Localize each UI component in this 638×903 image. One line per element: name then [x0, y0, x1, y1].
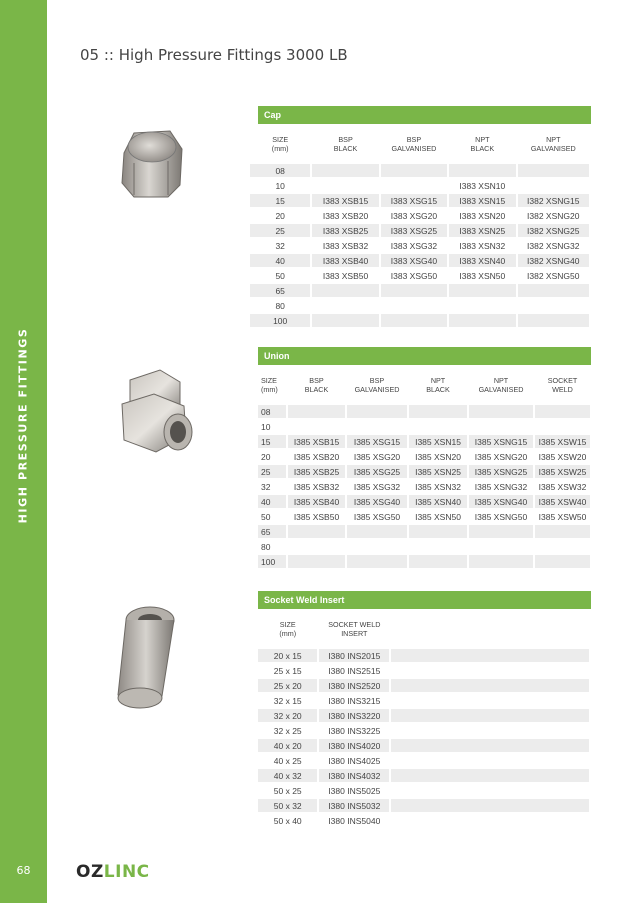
- part-number-cell: [535, 540, 590, 553]
- ozlinc-logo: [76, 862, 150, 882]
- part-number-cell: [409, 405, 467, 418]
- union-section-header: Union: [258, 347, 591, 365]
- column-header: [469, 367, 533, 403]
- part-number-cell: I383 XSG32: [381, 239, 447, 252]
- table-row: [258, 799, 589, 812]
- column-header: [518, 126, 589, 162]
- part-number-cell: I382 XSNG32: [518, 239, 589, 252]
- table-row: [258, 525, 590, 538]
- column-header-line: SIZE: [261, 376, 277, 385]
- part-number-cell: [347, 420, 407, 433]
- part-number-cell: I385 XSB32: [288, 480, 345, 493]
- part-number-cell: [535, 555, 590, 568]
- part-number-cell: [409, 420, 467, 433]
- part-number-cell: [391, 679, 589, 692]
- table-row: [258, 465, 590, 478]
- part-number-cell: I383 XSN32: [449, 239, 515, 252]
- part-number-cell: I385 XSNG25: [469, 465, 533, 478]
- column-header-line: SIZE: [272, 135, 289, 144]
- column-header-line: NPT: [430, 376, 446, 385]
- part-number-cell: I385 XSNG15: [469, 435, 533, 448]
- part-number-cell: [391, 799, 589, 812]
- part-number-cell: I385 XSNG40: [469, 495, 533, 508]
- part-number-cell: I380 INS5025: [319, 784, 389, 797]
- part-number-cell: I385 XSG15: [347, 435, 407, 448]
- part-number-cell: I385 XSG40: [347, 495, 407, 508]
- table-row: [258, 480, 590, 493]
- part-number-cell: I383 XSN25: [449, 224, 515, 237]
- insert-section-header: Socket Weld Insert: [258, 591, 591, 609]
- column-header-line: NPT: [475, 135, 490, 144]
- part-number-cell: I383 XSB15: [312, 194, 378, 207]
- sidebar-label: HIGH PRESSURE FITTINGS: [16, 327, 30, 523]
- size-cell: 100: [258, 555, 286, 568]
- size-cell: 32 x 15: [258, 694, 317, 707]
- size-cell: 20 x 15: [258, 649, 317, 662]
- part-number-cell: [409, 540, 467, 553]
- table-row: [258, 405, 590, 418]
- part-number-cell: I383 XSG20: [381, 209, 447, 222]
- column-header: [312, 126, 378, 162]
- part-number-cell: [518, 299, 589, 312]
- cap-table-header: [250, 126, 589, 162]
- part-number-cell: [449, 314, 515, 327]
- part-number-cell: I385 XSW50: [535, 510, 590, 523]
- table-row: [250, 299, 589, 312]
- cap-fitting-image: [112, 123, 192, 201]
- part-number-cell: I385 XSG20: [347, 450, 407, 463]
- part-number-cell: I382 XSNG25: [518, 224, 589, 237]
- part-number-cell: [535, 420, 590, 433]
- size-cell: 32 x 20: [258, 709, 317, 722]
- part-number-cell: I383 XSG50: [381, 269, 447, 282]
- column-header: [347, 367, 407, 403]
- part-number-cell: [381, 314, 447, 327]
- part-number-cell: [391, 694, 589, 707]
- part-number-cell: I380 INS2520: [319, 679, 389, 692]
- header-row: [258, 611, 589, 647]
- part-number-cell: I383 XSB25: [312, 224, 378, 237]
- table-row: [258, 555, 590, 568]
- column-header-line: WELD: [552, 385, 573, 394]
- part-number-cell: I383 XSB50: [312, 269, 378, 282]
- part-number-cell: [391, 769, 589, 782]
- size-cell: 50 x 40: [258, 814, 317, 827]
- table-row: [250, 239, 589, 252]
- part-number-cell: I385 XSW40: [535, 495, 590, 508]
- part-number-cell: [288, 405, 345, 418]
- column-header-line: BLACK: [304, 385, 329, 394]
- column-header: [258, 367, 286, 403]
- column-header-line: (mm): [271, 144, 289, 153]
- part-number-cell: I385 XSN20: [409, 450, 467, 463]
- part-number-cell: [347, 525, 407, 538]
- part-number-cell: I383 XSN40: [449, 254, 515, 267]
- header-row: [258, 367, 590, 403]
- cap-section-header: Cap: [258, 106, 591, 124]
- size-cell: 32: [258, 480, 286, 493]
- part-number-cell: I385 XSG25: [347, 465, 407, 478]
- table-row: [250, 314, 589, 327]
- part-number-cell: I385 XSN40: [409, 495, 467, 508]
- part-number-cell: I385 XSW15: [535, 435, 590, 448]
- insert-table-header: [258, 611, 589, 647]
- part-number-cell: [381, 179, 447, 192]
- insert-table: [256, 609, 591, 829]
- part-number-cell: [312, 314, 378, 327]
- size-cell: 80: [258, 540, 286, 553]
- header-row: [250, 126, 589, 162]
- size-cell: 40: [250, 254, 310, 267]
- size-cell: 100: [250, 314, 310, 327]
- part-number-cell: I380 INS5040: [319, 814, 389, 827]
- part-number-cell: I382 XSNG40: [518, 254, 589, 267]
- table-row: [258, 814, 589, 827]
- table-row: [258, 664, 589, 677]
- logo-linc: LINC: [103, 862, 150, 882]
- part-number-cell: I380 INS3225: [319, 724, 389, 737]
- table-row: [258, 694, 589, 707]
- part-number-cell: I385 XSW32: [535, 480, 590, 493]
- column-header-line: GALVANISED: [478, 385, 524, 394]
- column-header: [391, 611, 589, 647]
- part-number-cell: [469, 525, 533, 538]
- insert-table-body: [258, 649, 589, 827]
- table-row: [258, 540, 590, 553]
- insert-fitting-image: [100, 600, 190, 720]
- part-number-cell: I380 INS4032: [319, 769, 389, 782]
- column-header-line: BLACK: [426, 385, 450, 394]
- part-number-cell: [391, 784, 589, 797]
- table-row: [258, 679, 589, 692]
- part-number-cell: I385 XSN32: [409, 480, 467, 493]
- size-cell: 32: [250, 239, 310, 252]
- column-header-line: BSP: [338, 135, 353, 144]
- part-number-cell: [347, 540, 407, 553]
- part-number-cell: I380 INS2015: [319, 649, 389, 662]
- column-header-line: GALVANISED: [354, 385, 400, 394]
- size-cell: 25: [258, 465, 286, 478]
- size-cell: 80: [250, 299, 310, 312]
- size-cell: 40 x 25: [258, 754, 317, 767]
- part-number-cell: [518, 179, 589, 192]
- part-number-cell: I380 INS4025: [319, 754, 389, 767]
- part-number-cell: I385 XSB15: [288, 435, 345, 448]
- page-title: 05 :: High Pressure Fittings 3000 LB: [80, 46, 348, 64]
- part-number-cell: I385 XSNG20: [469, 450, 533, 463]
- part-number-cell: [518, 314, 589, 327]
- size-cell: 10: [250, 179, 310, 192]
- union-table-body: [258, 405, 590, 568]
- column-header-line: SIZE: [279, 620, 296, 629]
- part-number-cell: [449, 299, 515, 312]
- part-number-cell: [288, 420, 345, 433]
- size-cell: 50: [258, 510, 286, 523]
- size-cell: 25: [250, 224, 310, 237]
- part-number-cell: I385 XSB50: [288, 510, 345, 523]
- size-cell: 25 x 15: [258, 664, 317, 677]
- table-row: [258, 754, 589, 767]
- size-cell: 08: [250, 164, 310, 177]
- size-cell: 15: [258, 435, 286, 448]
- part-number-cell: [449, 164, 515, 177]
- column-header: [319, 611, 389, 647]
- part-number-cell: I385 XSW25: [535, 465, 590, 478]
- column-header-line: BSP: [406, 135, 422, 144]
- column-header-line: BLACK: [333, 144, 358, 153]
- part-number-cell: [312, 284, 378, 297]
- cap-table-body: [250, 164, 589, 327]
- size-cell: 32 x 25: [258, 724, 317, 737]
- part-number-cell: [312, 164, 378, 177]
- table-row: [258, 450, 590, 463]
- part-number-cell: [391, 739, 589, 752]
- part-number-cell: [535, 525, 590, 538]
- page-number: 68: [16, 864, 31, 877]
- size-cell: 15: [250, 194, 310, 207]
- size-cell: 50 x 32: [258, 799, 317, 812]
- table-row: [258, 510, 590, 523]
- column-header: [381, 126, 447, 162]
- part-number-cell: [469, 540, 533, 553]
- table-row: [258, 784, 589, 797]
- size-cell: 08: [258, 405, 286, 418]
- part-number-cell: [381, 284, 447, 297]
- union-table: [256, 365, 592, 570]
- size-cell: 65: [250, 284, 310, 297]
- part-number-cell: I385 XSN25: [409, 465, 467, 478]
- part-number-cell: [469, 420, 533, 433]
- part-number-cell: I380 INS2515: [319, 664, 389, 677]
- column-header-line: SOCKET: [547, 376, 578, 385]
- column-header-line: GALVANISED: [391, 144, 437, 153]
- part-number-cell: I383 XSN20: [449, 209, 515, 222]
- column-header: [258, 611, 317, 647]
- part-number-cell: I383 XSB20: [312, 209, 378, 222]
- part-number-cell: [535, 405, 590, 418]
- table-row: [250, 254, 589, 267]
- part-number-cell: I385 XSN15: [409, 435, 467, 448]
- part-number-cell: I383 XSG40: [381, 254, 447, 267]
- part-number-cell: I383 XSN50: [449, 269, 515, 282]
- part-number-cell: I385 XSB20: [288, 450, 345, 463]
- sidebar-label-wrap: [5, 327, 41, 523]
- part-number-cell: I380 INS5032: [319, 799, 389, 812]
- part-number-cell: I383 XSN15: [449, 194, 515, 207]
- part-number-cell: [288, 540, 345, 553]
- part-number-cell: [381, 299, 447, 312]
- cap-table: [248, 124, 591, 329]
- part-number-cell: [391, 664, 589, 677]
- table-row: [258, 649, 589, 662]
- table-row: [250, 284, 589, 297]
- part-number-cell: I380 INS3220: [319, 709, 389, 722]
- column-header-line: GALVANISED: [530, 144, 576, 153]
- part-number-cell: I385 XSG32: [347, 480, 407, 493]
- part-number-cell: [391, 649, 589, 662]
- union-table-header: [258, 367, 590, 403]
- part-number-cell: [391, 814, 589, 827]
- part-number-cell: I385 XSB40: [288, 495, 345, 508]
- logo-oz: OZ: [76, 862, 104, 882]
- part-number-cell: [449, 284, 515, 297]
- part-number-cell: [391, 754, 589, 767]
- part-number-cell: [347, 555, 407, 568]
- table-row: [250, 194, 589, 207]
- part-number-cell: I383 XSB32: [312, 239, 378, 252]
- column-header-line: SOCKET WELD: [328, 620, 381, 629]
- column-header-line: BSP: [369, 376, 385, 385]
- table-row: [250, 224, 589, 237]
- table-row: [250, 269, 589, 282]
- part-number-cell: I383 XSG15: [381, 194, 447, 207]
- part-number-cell: [347, 405, 407, 418]
- column-header: [535, 367, 590, 403]
- part-number-cell: [391, 724, 589, 737]
- part-number-cell: [518, 284, 589, 297]
- column-header-line: BLACK: [470, 144, 495, 153]
- part-number-cell: I385 XSW20: [535, 450, 590, 463]
- size-cell: 20: [258, 450, 286, 463]
- part-number-cell: [469, 405, 533, 418]
- part-number-cell: I382 XSNG15: [518, 194, 589, 207]
- part-number-cell: [518, 164, 589, 177]
- column-header-line: NPT: [493, 376, 509, 385]
- part-number-cell: I380 INS3215: [319, 694, 389, 707]
- column-header: [449, 126, 515, 162]
- part-number-cell: I385 XSNG32: [469, 480, 533, 493]
- table-row: [258, 495, 590, 508]
- union-fitting-image: [108, 362, 208, 462]
- part-number-cell: I385 XSB25: [288, 465, 345, 478]
- table-row: [250, 164, 589, 177]
- part-number-cell: [391, 709, 589, 722]
- part-number-cell: [288, 525, 345, 538]
- column-header-line: BSP: [309, 376, 324, 385]
- size-cell: 50: [250, 269, 310, 282]
- part-number-cell: [381, 164, 447, 177]
- size-cell: 40 x 32: [258, 769, 317, 782]
- table-row: [258, 420, 590, 433]
- column-header-line: INSERT: [341, 629, 368, 638]
- size-cell: 65: [258, 525, 286, 538]
- table-row: [258, 435, 590, 448]
- size-cell: 25 x 20: [258, 679, 317, 692]
- part-number-cell: I385 XSN50: [409, 510, 467, 523]
- table-row: [258, 739, 589, 752]
- part-number-cell: I383 XSB40: [312, 254, 378, 267]
- part-number-cell: [312, 299, 378, 312]
- table-row: [258, 724, 589, 737]
- part-number-cell: [469, 555, 533, 568]
- column-header: [288, 367, 345, 403]
- column-header-line: NPT: [546, 135, 561, 144]
- size-cell: 40: [258, 495, 286, 508]
- table-row: [250, 209, 589, 222]
- size-cell: 20: [250, 209, 310, 222]
- part-number-cell: I382 XSNG50: [518, 269, 589, 282]
- column-header: [409, 367, 467, 403]
- table-row: [258, 769, 589, 782]
- part-number-cell: I383 XSN10: [449, 179, 515, 192]
- part-number-cell: [288, 555, 345, 568]
- part-number-cell: I385 XSNG50: [469, 510, 533, 523]
- size-cell: 50 x 25: [258, 784, 317, 797]
- part-number-cell: [409, 555, 467, 568]
- table-row: [258, 709, 589, 722]
- part-number-cell: I380 INS4020: [319, 739, 389, 752]
- sidebar: [0, 0, 47, 903]
- column-header-line: (mm): [261, 385, 278, 394]
- column-header-line: (mm): [279, 629, 297, 638]
- table-row: [250, 179, 589, 192]
- part-number-cell: I382 XSNG20: [518, 209, 589, 222]
- size-cell: 40 x 20: [258, 739, 317, 752]
- column-header: [250, 126, 310, 162]
- part-number-cell: [312, 179, 378, 192]
- part-number-cell: I385 XSG50: [347, 510, 407, 523]
- part-number-cell: [409, 525, 467, 538]
- size-cell: 10: [258, 420, 286, 433]
- part-number-cell: I383 XSG25: [381, 224, 447, 237]
